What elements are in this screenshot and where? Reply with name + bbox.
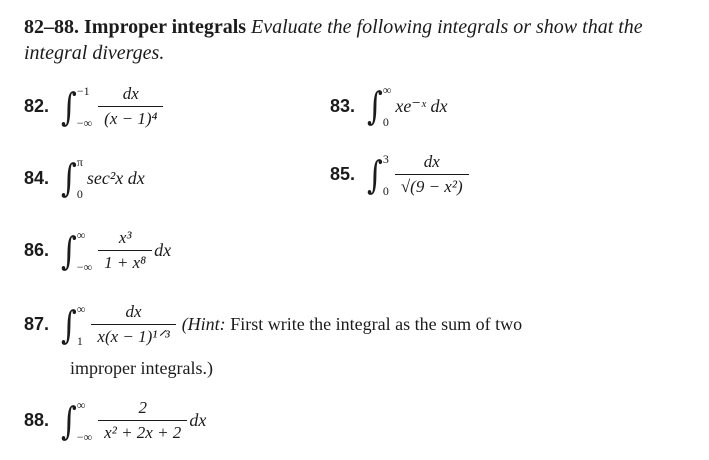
integral <box>59 84 165 129</box>
hint <box>182 314 522 335</box>
integrand: sec²x dx <box>86 167 145 188</box>
differential: dx <box>189 410 207 430</box>
numerator: dx <box>423 152 440 171</box>
differential: dx <box>154 240 172 260</box>
integral-sign: ∫ <box>61 228 77 273</box>
section-title: Improper integrals <box>84 16 247 38</box>
integral <box>365 152 471 197</box>
denominator: x(x − 1)¹ᐟ³ <box>91 324 175 347</box>
integral-sign: ∫ <box>61 302 77 347</box>
upper-limit: ∞ <box>76 301 86 316</box>
integral-sign: ∫ <box>61 84 77 129</box>
problem-number: 82. <box>24 96 50 116</box>
integral <box>59 398 206 443</box>
integral-limits <box>77 156 83 200</box>
numerator: dx <box>122 84 139 103</box>
denominator: (x − 1)⁴ <box>98 106 163 129</box>
upper-limit: π <box>76 155 83 169</box>
problem-88 <box>24 398 206 443</box>
lower-limit: 0 <box>76 187 83 201</box>
upper-limit: ∞ <box>76 227 86 242</box>
problem-85 <box>330 152 471 197</box>
integral <box>59 228 171 273</box>
integrand: xe⁻ˣ dx <box>395 95 448 116</box>
problem-range: 82–88. <box>24 16 79 38</box>
problem-86 <box>24 228 171 273</box>
problem-82 <box>24 84 165 129</box>
fraction <box>98 84 163 129</box>
integral-limits <box>77 399 92 443</box>
problem-84 <box>24 156 145 200</box>
hint-continuation: improper integrals.) <box>70 358 213 378</box>
problem-number: 88. <box>24 410 50 430</box>
numerator: 2 <box>138 398 147 417</box>
problem-number: 86. <box>24 240 50 260</box>
hint-label: (Hint: <box>181 314 226 334</box>
integral-sign: ∫ <box>367 152 383 197</box>
section-instruction: Evaluate the following integrals or show that the integral diverges. <box>24 16 643 64</box>
lower-limit: −∞ <box>76 429 93 444</box>
fraction <box>395 152 469 197</box>
problem-87 <box>24 302 522 347</box>
lower-limit: 0 <box>382 115 389 129</box>
integral-sign: ∫ <box>61 156 77 200</box>
problem-number: 84. <box>24 167 50 188</box>
integral-sign: ∫ <box>61 398 77 443</box>
lower-limit: −∞ <box>76 259 93 274</box>
integral-limits <box>383 153 389 197</box>
integral <box>59 302 178 347</box>
numerator: x³ <box>118 228 132 247</box>
fraction <box>98 228 152 273</box>
lower-limit: 0 <box>382 183 389 198</box>
section-header <box>24 14 694 66</box>
lower-limit: −∞ <box>76 115 93 130</box>
upper-limit: −1 <box>76 83 90 98</box>
problem-number: 87. <box>24 314 50 334</box>
integral-limits <box>77 303 86 347</box>
upper-limit: 3 <box>382 151 389 166</box>
upper-limit: ∞ <box>382 83 392 97</box>
integral-limits <box>77 85 92 129</box>
problem-83 <box>330 84 447 128</box>
integral-sign: ∫ <box>367 84 383 128</box>
hint-text: First write the integral as the sum of two <box>230 314 523 334</box>
upper-limit: ∞ <box>76 397 86 412</box>
denominator: x² + 2x + 2 <box>98 420 187 443</box>
integral <box>59 156 145 200</box>
integral-limits <box>77 229 92 273</box>
fraction <box>91 302 175 347</box>
fraction <box>98 398 187 443</box>
integral <box>365 84 447 128</box>
denominator: 1 + x⁸ <box>98 250 152 273</box>
problem-number: 83. <box>330 95 356 116</box>
denominator: √(9 − x²) <box>395 174 469 197</box>
lower-limit: 1 <box>76 333 83 348</box>
integral-limits <box>383 84 392 128</box>
numerator: dx <box>125 302 142 321</box>
problem-number: 85. <box>330 164 356 184</box>
